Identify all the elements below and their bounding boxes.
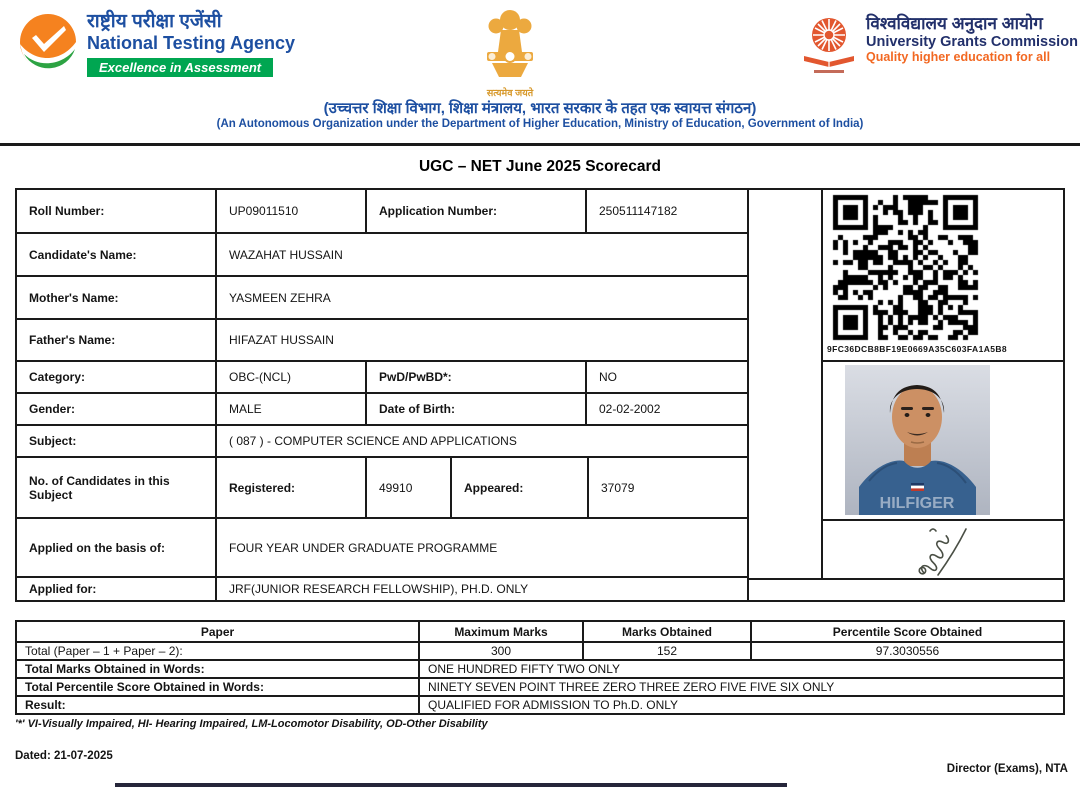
roll-number-label: Roll Number: [17, 190, 217, 232]
qr-code [831, 193, 981, 343]
registered-label: Registered: [217, 458, 367, 517]
total-marks-words-label: Total Marks Obtained in Words: [17, 661, 420, 677]
marks-header-percentile: Percentile Score Obtained [832, 624, 983, 639]
father-name-value: HIFAZAT HUSSAIN [229, 333, 334, 347]
dob-value: 02-02-2002 [599, 402, 661, 416]
right-column-divider [749, 578, 1063, 580]
applied-basis-label: Applied on the basis of: [17, 519, 217, 576]
result-label: Result: [17, 697, 420, 713]
qr-cell [823, 190, 1063, 362]
candidate-signature [823, 521, 1063, 581]
row-gender-dob [17, 394, 747, 426]
ugc-tagline: Quality higher education for all [866, 50, 1051, 65]
ugc-logo-icon [800, 14, 858, 81]
emblem-motto: सत्यमेव जयते [486, 88, 534, 99]
num-candidates-label: No. of Candidates in this Subject [17, 458, 217, 517]
ashoka-emblem-icon [479, 67, 541, 84]
row-applied-for [17, 578, 747, 600]
application-number-value: 250511147182 [599, 204, 678, 218]
mother-name-label: Mother's Name: [17, 277, 217, 318]
applied-basis-value: FOUR YEAR UNDER GRADUATE PROGRAMME [229, 540, 498, 555]
row-roll-application [17, 190, 747, 234]
total-label: Total (Paper – 1 + Paper – 2): [17, 643, 420, 659]
nta-name-hindi: राष्ट्रीय परीक्षा एजेंसी [87, 11, 222, 32]
total-marks-obtained: 152 [584, 643, 752, 659]
applied-for-label: Applied for: [17, 578, 217, 600]
ugc-logo [800, 14, 1078, 81]
row-father-name [17, 320, 747, 362]
row-mother-name [17, 277, 747, 320]
nta-tagline-banner: Excellence in Assessment [87, 58, 273, 78]
appeared-label: Appeared: [452, 458, 589, 517]
nta-logo-icon [18, 12, 78, 79]
total-marks-words-value: ONE HUNDRED FIFTY TWO ONLY [428, 662, 621, 676]
row-candidates-count [17, 458, 747, 519]
roll-number-value: UP09011510 [217, 190, 367, 232]
category-label: Category: [17, 362, 217, 392]
candidate-name-value: WAZAHAT HUSSAIN [229, 247, 343, 262]
total-percentile: 97.3030556 [875, 644, 940, 658]
applied-for-value: JRF(JUNIOR RESEARCH FELLOWSHIP), PH.D. ONLY [229, 582, 529, 596]
header-divider [0, 143, 1080, 146]
row-category-pwd [17, 362, 747, 394]
ugc-name-english: University Grants Commission [866, 33, 1078, 50]
dated-line: Dated: 21-07-2025 [15, 750, 113, 762]
marks-header-obtained: Marks Obtained [584, 622, 752, 641]
nta-name-english: National Testing Agency [87, 32, 296, 53]
org-line-english: (An Autonomous Organization under the Department of Higher Education, Ministry of Education, Government of India) [216, 118, 864, 130]
gender-value: MALE [217, 394, 367, 424]
subject-value: ( 087 ) - COMPUTER SCIENCE AND APPLICATIONS [229, 434, 517, 448]
pwd-label: PwD/PwBD*: [367, 362, 587, 392]
page-title: UGC – NET June 2025 Scorecard [418, 158, 662, 175]
row-applied-basis [17, 519, 747, 578]
row-candidate-name [17, 234, 747, 277]
right-column [747, 190, 1063, 600]
candidate-photo [823, 365, 1063, 521]
dob-label: Date of Birth: [367, 394, 587, 424]
percentile-words-value: NINETY SEVEN POINT THREE ZERO THREE ZERO FIVE FIVE SIX ONLY [428, 680, 835, 694]
total-maximum-marks: 300 [420, 643, 584, 659]
ugc-name-hindi: विश्वविद्यालय अनुदान आयोग [866, 14, 1043, 33]
signatory: Director (Exams), NTA [946, 763, 1068, 775]
marks-header-row [17, 622, 1063, 643]
registered-value: 49910 [367, 458, 452, 517]
candidate-name-label: Candidate's Name: [17, 234, 217, 275]
result-value: QUALIFIED FOR ADMISSION TO Ph.D. ONLY [428, 698, 679, 712]
photo-shirt-text: HILFIGER [879, 495, 955, 512]
bottom-partial-bar [115, 783, 787, 787]
marks-words-row [17, 661, 1063, 679]
subject-label: Subject: [17, 426, 217, 456]
marks-table [15, 620, 1065, 715]
mother-name-value: YASMEEN ZEHRA [229, 290, 331, 305]
candidate-details-table [15, 188, 1065, 602]
percentile-words-row [17, 679, 1063, 697]
pwd-value: NO [599, 370, 617, 384]
nta-logo [18, 12, 295, 79]
appeared-value: 37079 [601, 480, 635, 495]
application-number-label: Application Number: [367, 190, 587, 232]
footnote: '*' VI-Visually Impaired, HI- Hearing Impaired, LM-Locomotor Disability, OD-Other Disability [15, 718, 488, 730]
marks-total-row [17, 643, 1063, 661]
percentile-words-label: Total Percentile Score Obtained in Words: [17, 679, 420, 695]
gender-label: Gender: [17, 394, 217, 424]
category-value: OBC-(NCL) [217, 362, 367, 392]
marks-header-paper: Paper [17, 622, 420, 641]
qr-hash-text: 9FC36DCB8BF19E0669A35C603FA1A5B8 [827, 344, 1008, 354]
row-subject [17, 426, 747, 458]
result-row [17, 697, 1063, 713]
org-line-hindi: (उच्चत्तर शिक्षा विभाग, शिक्षा मंत्रालय, भारत सरकार के तहत एक स्वायत्त संगठन) [323, 100, 757, 117]
father-name-label: Father's Name: [17, 320, 217, 360]
national-emblem [450, 4, 570, 99]
marks-header-maximum: Maximum Marks [420, 622, 584, 641]
